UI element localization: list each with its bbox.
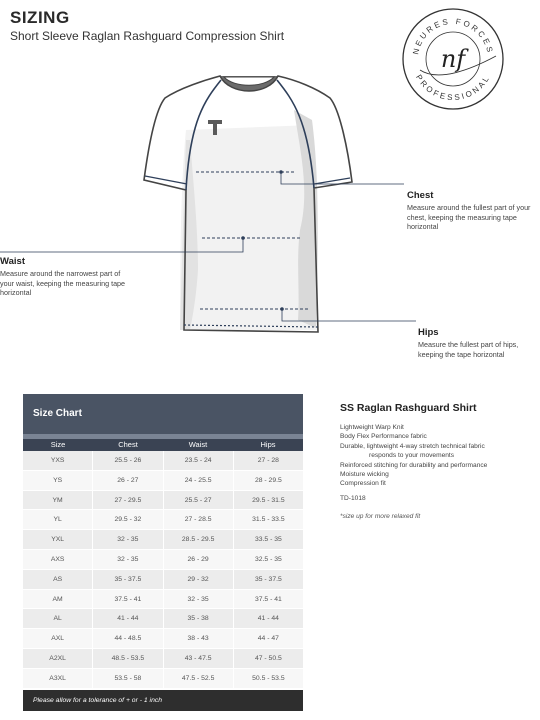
cell-chest: 32 - 35 — [93, 530, 163, 549]
cell-hips: 44 - 47 — [257, 635, 279, 643]
logo-bottom-text: PROFESSIONAL — [414, 73, 492, 103]
cell-chest: 35 - 37.5 — [93, 570, 163, 589]
column-header-hips: Hips — [260, 440, 276, 449]
feature-item: responds to your movements — [369, 452, 455, 460]
chest-label: Chest — [407, 190, 434, 201]
cell-size: AS — [23, 570, 93, 589]
table-row — [23, 530, 303, 550]
cell-chest: 32 - 35 — [93, 550, 163, 569]
cell-waist: 25.5 - 27 — [164, 491, 234, 510]
cell-waist: 28.5 - 29.5 — [164, 530, 234, 549]
feature-item: Lightweight Warp Knit — [340, 424, 404, 431]
waist-measurement — [0, 256, 135, 298]
table-row — [23, 471, 303, 491]
table-row — [23, 491, 303, 511]
cell-size: YL — [23, 510, 93, 529]
cell-chest: 29.5 - 32 — [93, 510, 163, 529]
waist-label: Waist — [0, 256, 25, 267]
table-row — [23, 510, 303, 530]
cell-hips: 47 - 50.5 — [254, 654, 282, 662]
chest-description: Measure around the fullest part of your chest, keeping the measuring tape horizontal — [407, 203, 531, 231]
logo-top-text: NEURES FORCES — [411, 16, 495, 56]
cell-hips: 32.5 - 35 — [254, 555, 282, 563]
cell-size: AXL — [23, 629, 93, 648]
cell-size: YXL — [23, 530, 93, 549]
cell-size: YM — [23, 491, 93, 510]
cell-size: AXS — [23, 550, 93, 569]
size-chart-column-headers — [23, 439, 303, 451]
cell-hips: 29.5 - 31.5 — [252, 496, 285, 504]
cell-size: YS — [23, 471, 93, 490]
feature-item: Compression fit — [340, 480, 386, 488]
cell-chest: 25.5 - 26 — [93, 451, 163, 470]
cell-waist: 27 - 28.5 — [164, 510, 234, 529]
cell-chest: 26 - 27 — [93, 471, 163, 490]
page-title: SIZING — [10, 8, 70, 27]
cell-chest: 44 - 48.5 — [93, 629, 163, 648]
cell-size: YXS — [23, 451, 93, 470]
table-row — [23, 451, 303, 471]
cell-hips: 28 - 29.5 — [254, 476, 282, 484]
cell-waist: 23.5 - 24 — [164, 451, 234, 470]
size-chart-footer: Please allow for a tolerance of + or - 1 inch — [23, 690, 303, 711]
product-title: SS Raglan Rashguard Shirt — [340, 402, 477, 414]
cell-size: AM — [23, 590, 93, 609]
chest-measurement — [407, 190, 532, 232]
cell-waist: 43 - 47.5 — [164, 649, 234, 668]
feature-item: Body Flex Performance fabric — [340, 433, 427, 441]
cell-chest: 53.5 - 58 — [93, 669, 163, 688]
column-header-chest: Chest — [118, 440, 138, 449]
hips-measurement — [418, 327, 536, 359]
cell-hips: 31.5 - 33.5 — [252, 516, 285, 524]
cell-hips: 27 - 28 — [257, 457, 279, 464]
cell-size: A2XL — [23, 649, 93, 668]
size-chart-header — [23, 394, 303, 434]
cell-chest: 27 - 29.5 — [93, 491, 163, 510]
logo-monogram: nf — [440, 45, 466, 73]
waist-description: Measure around the narrowest part of your waist, keeping the measuring tape horizontal — [0, 269, 126, 297]
cell-chest: 41 - 44 — [93, 609, 163, 628]
table-row — [23, 590, 303, 610]
cell-hips: 37.5 - 41 — [254, 595, 282, 603]
table-row — [23, 649, 303, 669]
cell-hips: 35 - 37.5 — [254, 575, 282, 583]
cell-hips: 41 - 44 — [257, 615, 279, 623]
cell-chest: 37.5 - 41 — [93, 590, 163, 609]
size-chart-title: Size Chart — [33, 408, 82, 419]
cell-waist: 35 - 38 — [164, 609, 234, 628]
cell-waist: 29 - 32 — [164, 570, 234, 589]
cell-size: AL — [23, 609, 93, 628]
fit-note: *size up for more relaxed fit — [340, 512, 421, 520]
cell-hips: 50.5 - 53.5 — [252, 674, 285, 682]
size-chart — [23, 394, 303, 711]
cell-waist: 24 - 25.5 — [164, 471, 234, 490]
cell-chest: 48.5 - 53.5 — [93, 649, 163, 668]
size-chart-body — [23, 451, 303, 689]
feature-item: Reinforced stitching for durability and performance — [340, 461, 488, 469]
cell-waist: 32 - 35 — [164, 590, 234, 609]
product-info — [340, 402, 530, 520]
feature-item: Moisture wicking — [340, 471, 389, 479]
column-header-waist: Waist — [188, 440, 208, 449]
feature-item: Durable, lightweight 4-way stretch technical fabric — [340, 442, 485, 450]
table-row — [23, 570, 303, 590]
table-row — [23, 669, 303, 689]
page-subtitle: Short Sleeve Raglan Rashguard Compression Shirt — [10, 29, 285, 43]
product-code: TD-1018 — [340, 494, 366, 502]
table-row — [23, 609, 303, 629]
table-row — [23, 629, 303, 649]
cell-waist: 38 - 43 — [164, 629, 234, 648]
cell-waist: 47.5 - 52.5 — [164, 669, 234, 688]
cell-hips: 33.5 - 35 — [254, 536, 282, 544]
column-header-size: Size — [50, 440, 66, 449]
cell-waist: 26 - 29 — [164, 550, 234, 569]
hips-label: Hips — [418, 327, 439, 338]
cell-size: A3XL — [23, 669, 93, 688]
table-row — [23, 550, 303, 570]
hips-description: Measure the fullest part of hips, keeping the tape horizontal — [418, 340, 519, 359]
